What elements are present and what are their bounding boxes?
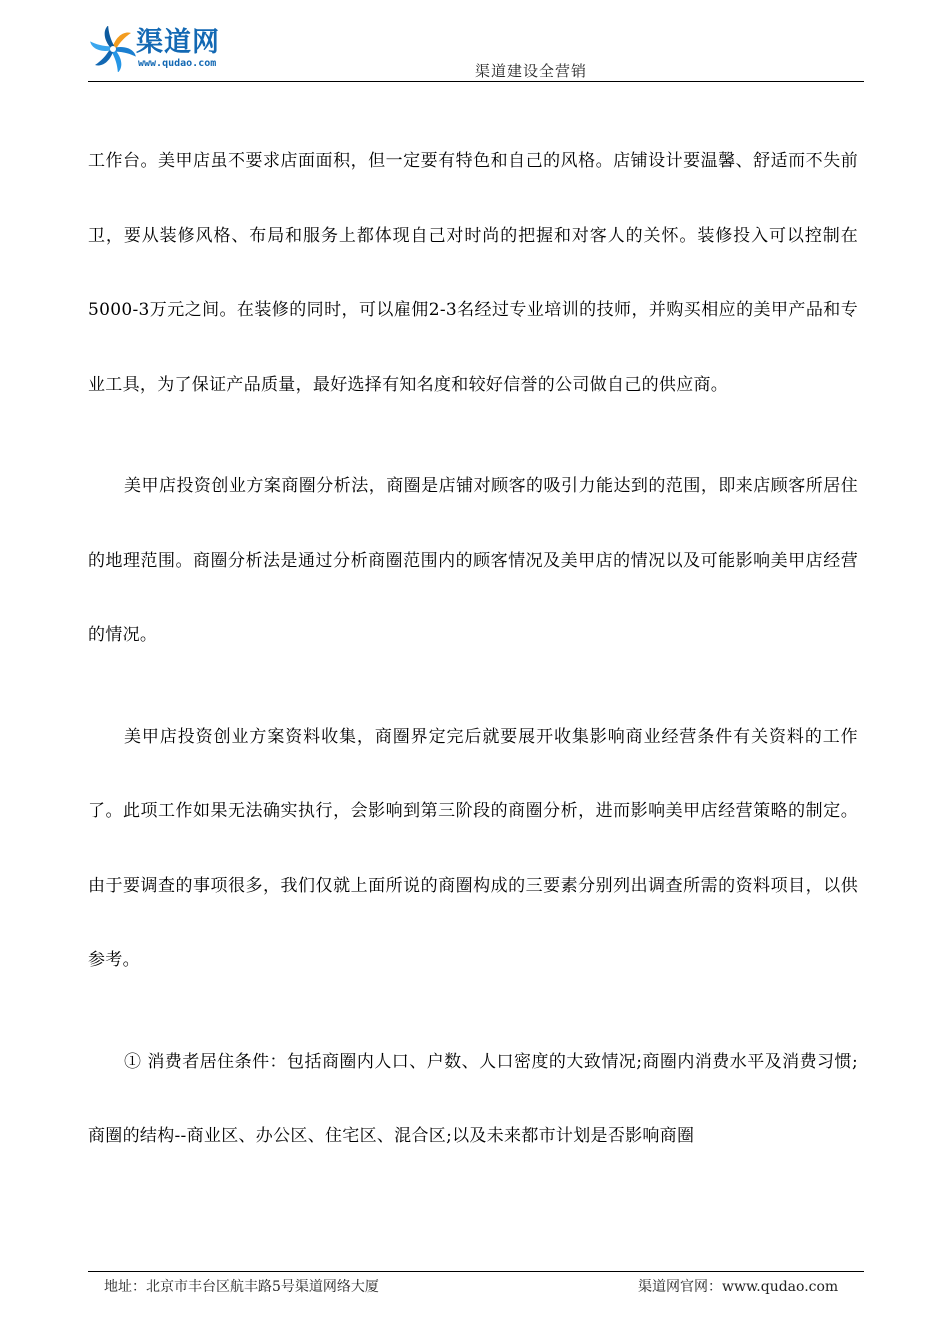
logo-url: www.qudao.com xyxy=(138,58,217,69)
footer-address: 地址：北京市丰台区航丰路5号渠道网络大厦 xyxy=(104,1279,379,1295)
document-body xyxy=(88,124,858,1201)
pinwheel-logo-icon xyxy=(90,26,136,72)
body-paragraph: 美甲店投资创业方案商圈分析法，商圈是店铺对顾客的吸引力能达到的范围，即来店顾客所居住的地理范围。商圈分析法是通过分析商圈范围内的顾客情况及美甲店的情况以及可能影响美甲店经营的情况。 xyxy=(88,476,858,645)
footer-divider xyxy=(88,1271,864,1272)
header-divider xyxy=(88,81,864,82)
header-slogan: 渠道建设全营销 xyxy=(475,62,588,80)
page-header xyxy=(88,22,864,84)
logo-name: 渠道网 xyxy=(136,27,220,58)
body-paragraph: ① 消费者居住条件：包括商圈内人口、户数、人口密度的大致情况;商圈内消费水平及消费习惯;商圈的结构--商业区、办公区、住宅区、混合区;以及未来都市计划是否影响商圈 xyxy=(88,1051,858,1146)
site-logo[interactable] xyxy=(90,22,260,78)
footer-website[interactable]: 渠道网官网：www.qudao.com xyxy=(638,1279,839,1295)
body-paragraph: 工作台。美甲店虽不要求店面面积，但一定要有特色和自己的风格。店铺设计要温馨、舒适而不失前卫，要从装修风格、布局和服务上都体现自己对时尚的把握和对客人的关怀。装修投入可以控制在5000-3万元之间。在装修的同时，可以雇佣2-3名经过专业培训的技师，并购买相应的美甲产品和专业工具，为了保证产品质量，最好选择有知名度和较好信誉的公司做自己的供应商。 xyxy=(88,151,858,395)
body-paragraph: 美甲店投资创业方案资料收集，商圈界定完后就要展开收集影响商业经营条件有关资料的工作了。此项工作如果无法确实执行，会影响到第三阶段的商圈分析，进而影响美甲店经营策略的制定。由于要调查的事项很多，我们仅就上面所说的商圈构成的三要素分别列出调查所需的资料项目，以供参考。 xyxy=(88,726,858,970)
